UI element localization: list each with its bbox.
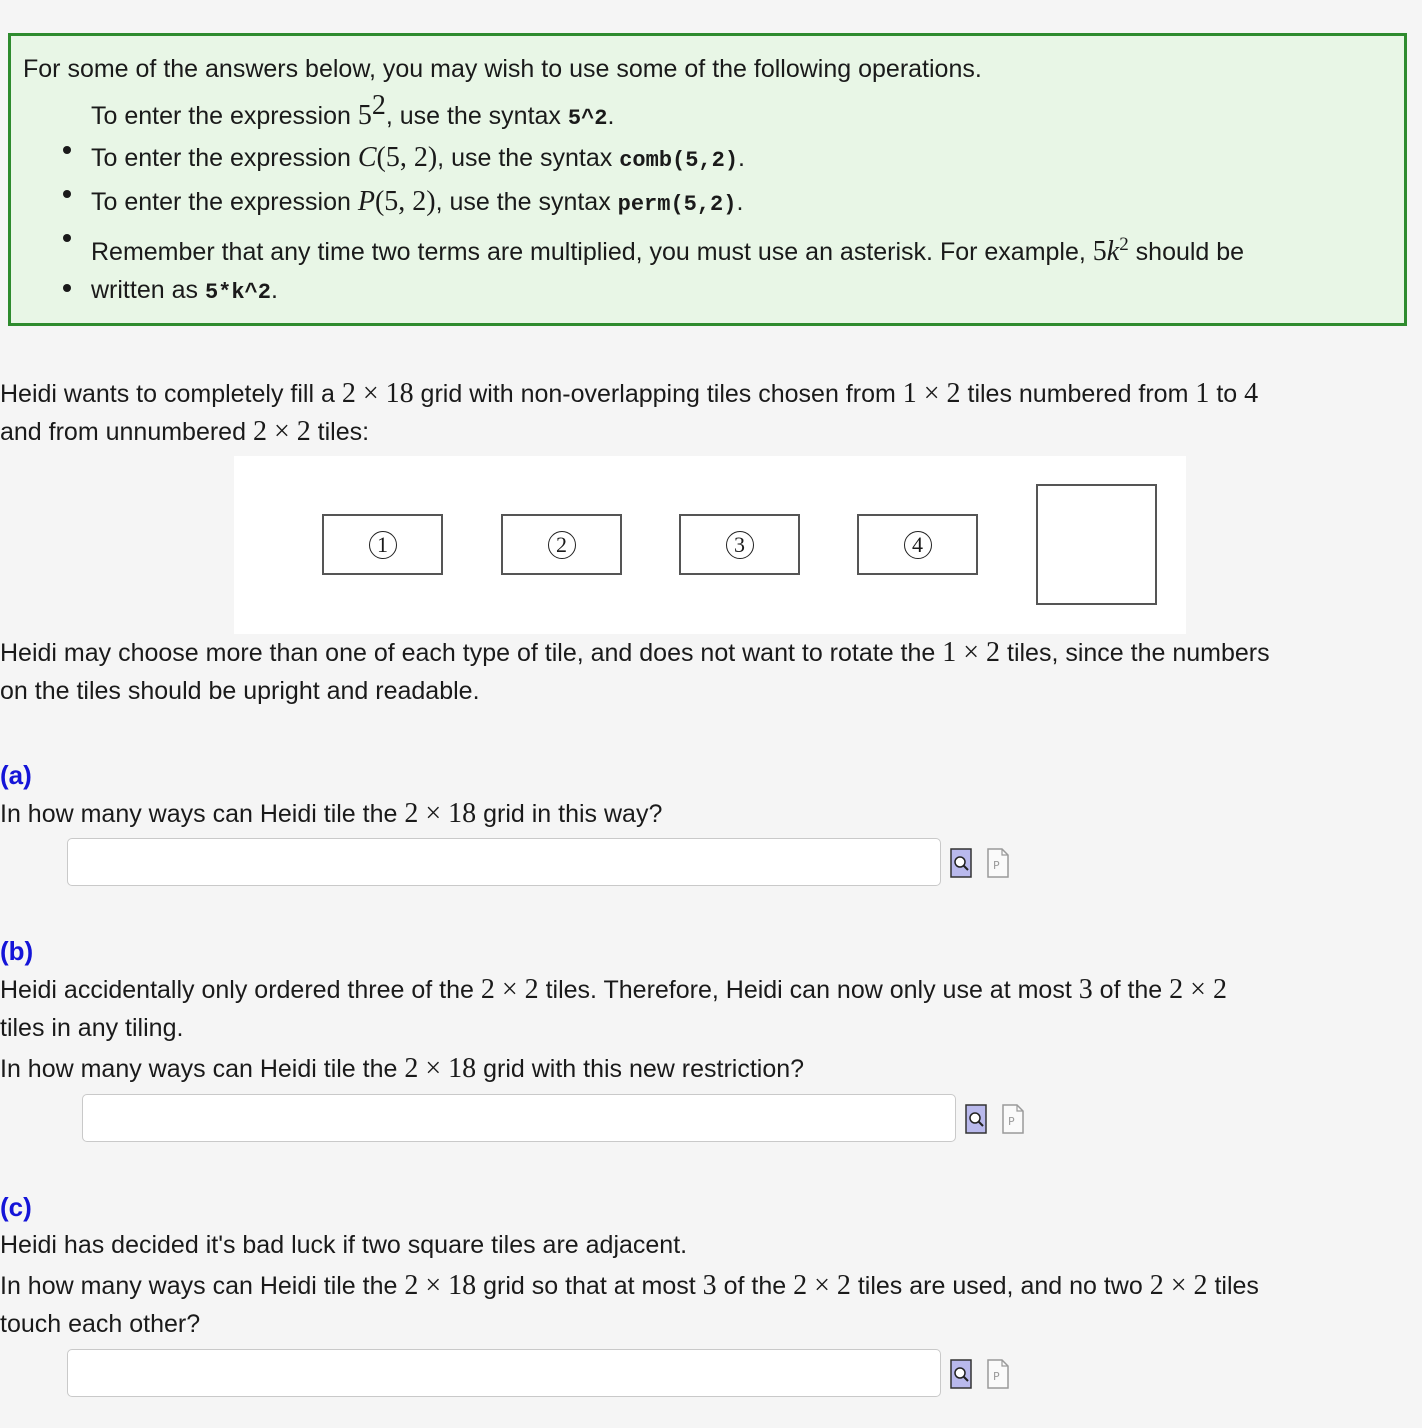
part-b-label: (b): [0, 936, 34, 966]
part-a-question: In how many ways can Heidi tile the 2 × 18 grid in this way?: [0, 798, 663, 829]
paste-answer-icon[interactable]: [987, 848, 1009, 878]
tile-number: 1: [369, 531, 397, 559]
part-c-label: (c): [0, 1192, 32, 1222]
tile-2x2-square: [1036, 484, 1157, 605]
syntax-code: perm(5,2): [617, 192, 737, 217]
part-b-text-line1: Heidi accidentally only ordered three of the 2 × 2 tiles. Therefore, Heidi can now only use at most 3 of the 2 × 2: [0, 974, 1227, 1005]
tile-1x2-numbered: [501, 514, 622, 575]
part-b-question: In how many ways can Heidi tile the 2 × 18 grid with this new restriction?: [0, 1053, 805, 1084]
bullet-dot: [63, 146, 71, 154]
problem-text-line3: Heidi may choose more than one of each type of tile, and does not want to rotate the 1 × 2 tiles, since the numbers: [0, 637, 1270, 668]
hint-bullet-asterisk: Remember that any time two terms are multiplied, you must use an asterisk. For example, $5k^2$ should be: [91, 234, 1245, 267]
part-c-question-line2: touch each other?: [0, 1310, 201, 1338]
tile-number: 2: [548, 531, 576, 559]
part-a-label: (a): [0, 760, 32, 790]
bullet-dot: [63, 284, 71, 292]
svg-text:P: P: [1008, 1115, 1015, 1128]
part-c-answer-input[interactable]: [67, 1349, 941, 1397]
tiles-figure: [234, 456, 1186, 634]
hint-bullet-perm: To enter the expression P(5, 2), use the syntax perm(5,2).: [91, 186, 744, 217]
part-a-answer-input[interactable]: [67, 838, 941, 886]
hint-bullet-asterisk-line2: written as 5*k^2.: [91, 276, 278, 305]
part-c-question: In how many ways can Heidi tile the 2 × 18 grid so that at most 3 of the 2 × 2 tiles are used, and no two 2 × 2 tiles: [0, 1270, 1259, 1301]
preview-answer-icon[interactable]: [950, 1359, 972, 1389]
problem-text-line2: and from unnumbered 2 × 2 tiles:: [0, 416, 370, 447]
part-b-answer-input[interactable]: [82, 1094, 956, 1142]
syntax-code: 5*k^2: [204, 280, 271, 305]
svg-text:P: P: [993, 1370, 1000, 1383]
preview-answer-icon[interactable]: [965, 1104, 987, 1134]
tile-1x2-numbered: [857, 514, 978, 575]
svg-text:P: P: [993, 859, 1000, 872]
problem-text-line4: on the tiles should be upright and readable.: [0, 677, 480, 705]
hint-intro: For some of the answers below, you may wish to use some of the following operations.: [23, 55, 982, 83]
part-b-text-line2: tiles in any tiling.: [0, 1014, 184, 1042]
bullet-dot: [63, 234, 71, 242]
paste-answer-icon[interactable]: [1002, 1104, 1024, 1134]
tile-1x2-numbered: [679, 514, 800, 575]
syntax-code: 5^2: [567, 106, 608, 131]
preview-answer-icon[interactable]: [950, 848, 972, 878]
tile-1x2-numbered: [322, 514, 443, 575]
hint-bullet-comb: To enter the expression C(5, 2), use the syntax comb(5,2).: [91, 142, 745, 173]
tile-number: 4: [904, 531, 932, 559]
hint-bullet-power: To enter the expression $5^2$, use the syntax 5^2.: [91, 90, 615, 131]
problem-text-line1: Heidi wants to completely fill a 2 × 18 grid with non-overlapping tiles chosen from 1 × 2 tiles numbered from 1 to 4: [0, 378, 1259, 409]
bullet-dot: [63, 190, 71, 198]
part-c-text-line1: Heidi has decided it's bad luck if two square tiles are adjacent.: [0, 1231, 688, 1259]
hint-box: [8, 33, 1407, 326]
tile-number: 3: [726, 531, 754, 559]
paste-answer-icon[interactable]: [987, 1359, 1009, 1389]
syntax-code: comb(5,2): [619, 148, 739, 173]
